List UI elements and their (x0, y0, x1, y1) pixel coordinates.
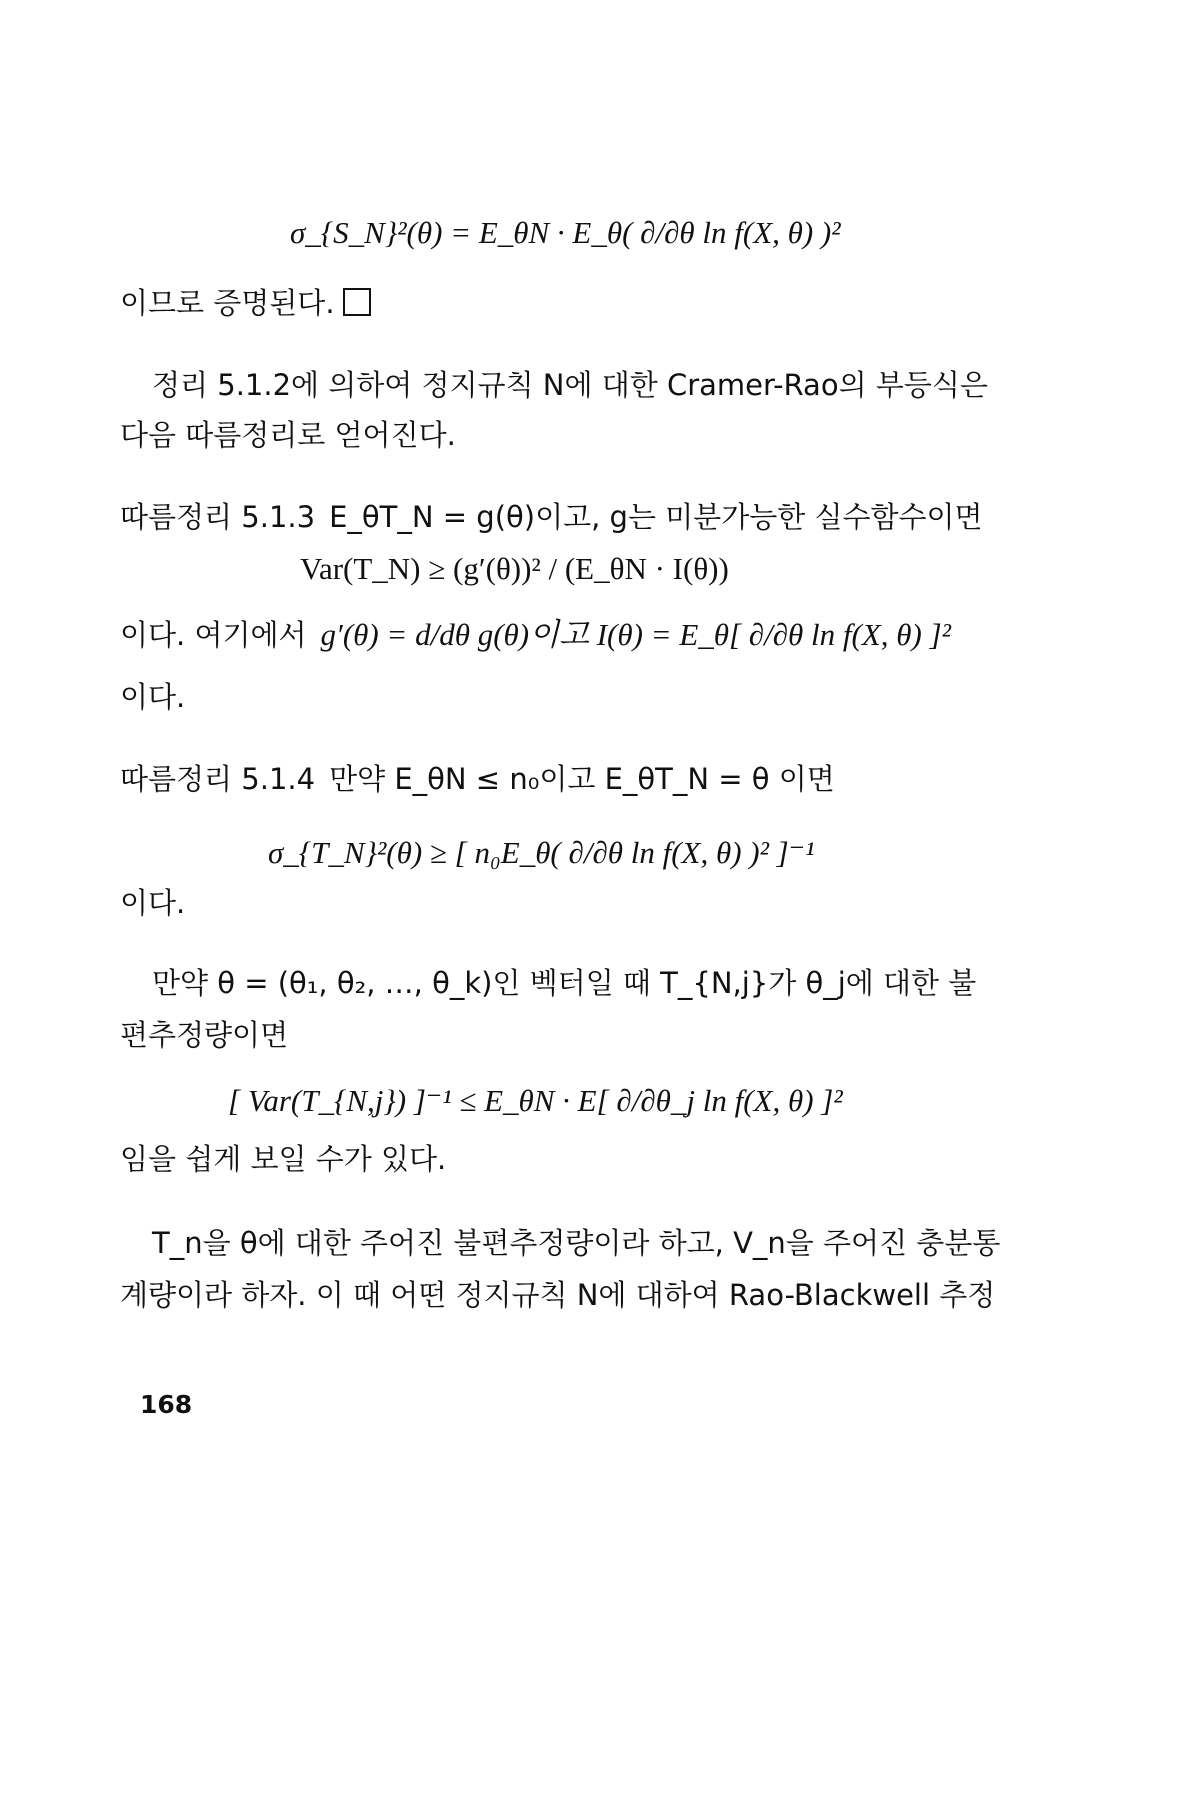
vector-case-formula: [ Var(T_{N,j}) ]⁻¹ ≤ E_θN · E[ ∂/∂θ_j ln f(X, θ) ]² (228, 1083, 843, 1118)
paragraph-2-line-1: 만약 θ = (θ₁, θ₂, …, θ_k)인 벡터일 때 T_{N,j}가 θ_j에 대한 불 (152, 966, 977, 1000)
corollary-513-end: 이다. (120, 680, 186, 714)
corollary-513-label: 따름정리 5.1.3 (120, 500, 316, 534)
paragraph-3-line-1: T_n을 θ에 대한 주어진 불편추정량이라 하고, V_n을 주어진 충분통 (152, 1226, 1001, 1260)
page-number: 168 (140, 1390, 193, 1419)
corollary-514-label: 따름정리 5.1.4 (120, 762, 316, 796)
proof-conclusion (120, 282, 371, 326)
paragraph-3-line-2: 계량이라 하자. 이 때 어떤 정지규칙 N에 대하여 Rao-Blackwell 추정 (120, 1278, 996, 1312)
corollary-514-statement: 만약 E_θN ≤ n₀이고 E_θT_N = θ 이면 (329, 762, 835, 796)
corollary-514-end: 이다. (120, 886, 186, 920)
corollary-513-heading (120, 496, 983, 540)
proof-conclusion-text: 이므로 증명된다. (120, 286, 335, 320)
corollary-514-formula: σ_{T_N}²(θ) ≥ [ n₀E_θ( ∂/∂θ ln f(X, θ) )² ]⁻¹ (268, 835, 815, 870)
corollary-513-statement: E_θT_N = g(θ)이고, g는 미분가능한 실수함수이면 (329, 500, 983, 534)
equation-sigma-SN: σ_{S_N}²(θ) = E_θN · E_θ( ∂/∂θ ln f(X, θ) )² (290, 215, 841, 250)
corollary-514-heading (120, 758, 835, 802)
paragraph-2-end: 임을 쉽게 보일 수가 있다. (120, 1142, 447, 1176)
paragraph-1-line-1: 정리 5.1.2에 의하여 정지규칙 N에 대한 Cramer-Rao의 부등식은 (152, 368, 988, 402)
qed-box-icon (343, 288, 371, 316)
where-formula: g′(θ) = d/dθ g(θ)이고 I(θ) = E_θ[ ∂/∂θ ln f(X, θ) ]² (320, 617, 951, 652)
paragraph-1-line-2: 다음 따름정리로 얻어진다. (120, 418, 456, 452)
corollary-513-where (120, 612, 951, 659)
where-prefix: 이다. 여기에서 (120, 618, 307, 652)
corollary-513-formula: Var(T_N) ≥ (g′(θ))² / (E_θN · I(θ)) (300, 551, 729, 586)
paragraph-2-line-2: 편추정량이면 (120, 1018, 289, 1052)
